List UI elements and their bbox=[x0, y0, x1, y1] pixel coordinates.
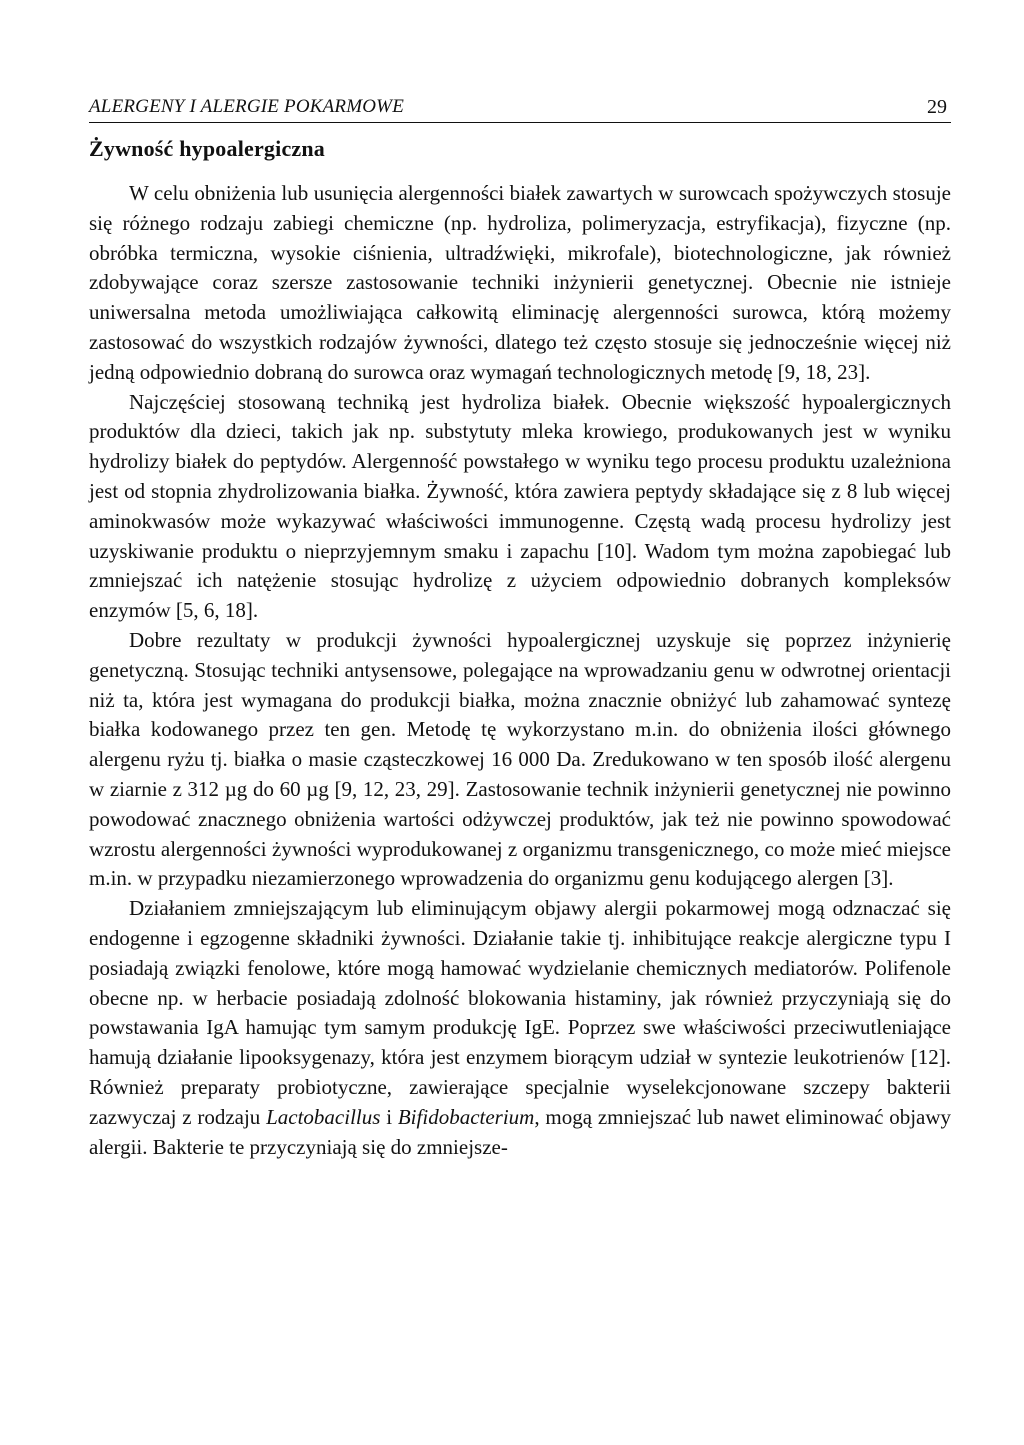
page-number: 29 bbox=[927, 96, 947, 118]
genus-bifidobacterium: Bifidobacterium bbox=[397, 1104, 535, 1129]
paragraph-1: W celu obniżenia lub usunięcia alergenności białek zawartych w surowcach spożywczych stosuje się różnego rodzaju zabiegi chemiczne (np. hydroliza, polimeryzacja, estryfikacja), fizyczne (np. obróbka termiczna, wysokie ciśnienia, ultradźwięki, mikrofale), biotechnologiczne, jak również zdobywające coraz szersze zastosowanie techniki inżynierii genetycznej. Obecnie nie istnieje uniwersalna metoda umożliwiająca całkowitą eliminację alergenności surowca, którą możemy zastosować do wszystkich rodzajów żywności, dlatego też często stosuje się jednocześnie więcej niż jedną odpowiednio dobraną do surowca oraz wymagań technologicznych metodę [9, 18, 23]. bbox=[89, 181, 951, 384]
section-title: Żywność hypoalergiczna bbox=[89, 136, 326, 161]
genus-lactobacillus: Lactobacillus bbox=[266, 1104, 381, 1129]
paragraph-2: Najczęściej stosowaną techniką jest hydroliza białek. Obecnie większość hypoalergicznych produktów dla dzieci, takich jak np. substytuty mleka krowiego, produkowanych jest w wyniku hydrolizy białek do peptydów. Alergenność powstałego w wyniku tego procesu produktu uzależniona jest od stopnia zhydrolizowania białka. Żywność, która zawiera peptydy składające się z 8 lub więcej aminokwasów może wykazywać właściwości immunogenne. Częstą wadą procesu hydrolizy jest uzyskiwanie produktu o nieprzyjemnym smaku i zapachu [10]. Wadom tym można zapobiegać lub zmniejszać ich natężenie stosując hydrolizę z użyciem odpowiednio dobranych kompleksów enzymów [5, 6, 18]. bbox=[89, 389, 951, 623]
paragraph-4-text-end: , mogą zmniejszać lub nawet eliminować objawy alergii. Bakterie te przyczyniają się do zmniejsze- bbox=[89, 1104, 952, 1159]
running-title: ALERGENY I ALERGIE POKARMOWE bbox=[89, 96, 405, 117]
paragraph-3: Dobre rezultaty w produkcji żywności hypoalergicznej uzyskuje się poprzez inżynierię genetyczną. Stosując techniki antysensowe, polegające na wprowadzaniu genu w odwrotnej orientacji niż ta, która jest wymagana do produkcji białka, można znacznie obniżyć lub zahamować syntezę białka kodowanego przez ten gen. Metodę tę wykorzystano m.in. do obniżenia ilości głównego alergenu ryżu tj. białka o masie cząsteczkowej 16 000 Da. Zredukowano w ten sposób ilość alergenu w ziarnie z 312 µg do 60 µg [9, 12, 23, 29]. Zastosowanie technik inżynierii genetycznej nie powinno powodować znacznego obniżenia wartości odżywczej produktów, jak też nie powinno spowodować wzrostu alergenności żywności wyprodukowanej z organizmu transgenicznego, co może mieć miejsce m.in. w przypadku niezamierzonego wprowadzenia do organizmu genu kodującego alergen [3]. bbox=[89, 627, 951, 891]
paragraph-4 bbox=[89, 894, 951, 1162]
running-header bbox=[89, 92, 951, 123]
paragraph-4-conjunction: i bbox=[380, 1104, 398, 1129]
document-page bbox=[89, 92, 951, 1162]
paragraph-4-text-start: Działaniem zmniejszającym lub eliminującym objawy alergii pokarmowej mogą odznaczać się endogenne i egzogenne składniki żywności. Działanie takie tj. inhibitujące reakcje alergiczne typu I posiadają związki fenolowe, które mogą hamować wydzielanie chemicznych mediatorów. Polifenole obecne np. w herbacie posiadają zdolność blokowania histaminy, jak również przyczyniają się do powstawania IgA hamując tym samym produkcję IgE. Poprzez swe właściwości przeciwutleniające hamują działanie lipooksygenazy, która jest enzymem biorącym udział w syntezie leukotrienów [12]. Również preparaty probiotyczne, zawierające specjalnie wyselekcjonowane szczepy bakterii zazwyczaj z rodzaju bbox=[89, 896, 951, 1129]
